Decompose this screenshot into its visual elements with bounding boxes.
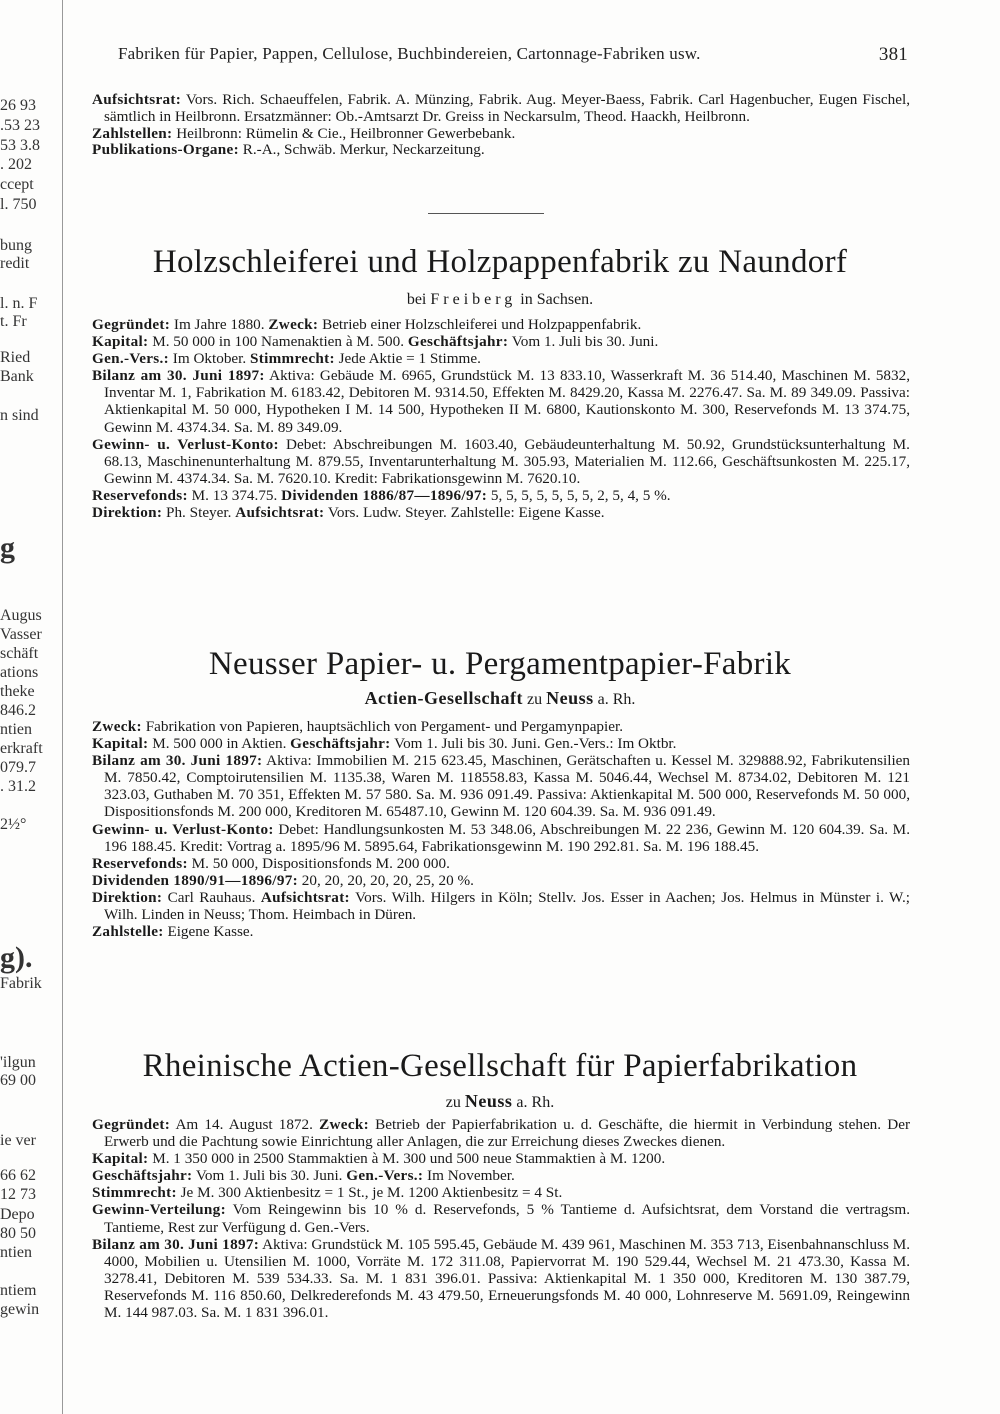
entry-text: M. 50 000, Dispositionsfonds M. 200 000. [191, 854, 450, 872]
entry-text: Betrieb einer Holzschleiferei und Holzpappenfabrik. [322, 316, 642, 333]
entry-label: Geschäftsjahr: [290, 735, 391, 753]
entry-text: Betrieb der Papierfabrikation u. d. Geschäfte, die hiermit in Verbindung stehen. Der Erwerb und die Pachtung sowie Einrichtung aller Anlagen, die zur Erreichung dieses Zweckes dienen. [104, 1116, 911, 1151]
entry-paragraph [92, 889, 910, 923]
section-1-subtitle [90, 291, 910, 309]
entry-paragraph [92, 333, 910, 350]
margin-fragment: Vasser [0, 626, 42, 643]
margin-fragment: t. Fr [0, 313, 27, 330]
margin-fragment: ations [0, 664, 39, 681]
subtitle-prefix: bei [406, 291, 427, 308]
entry-paragraph [92, 718, 910, 735]
entry-text: Ph. Steyer. [166, 504, 236, 522]
entry-text: Aktiva: Grundstück M. 105 595.45, Gebäude M. 439 961, Maschinen M. 353 713, Eisenbahnanschluss M. 4000, Mobilien u. Utensilien M. 1000, Vorräte M. 172 311.08, Papiervorrat M. 190 529.44, Wechsel M. 21 473.30, Kassa M. 3278.41, Debitoren M. 539 534.33. Sa. M. 1 831 396.01. Passiva: Aktienkapital M. 1 350 000, Kreditoren M. 130 387.79, Reservefonds M. 116 850.60, Delkrederefonds M. 43 479.50, Erneuerungsfonds M. 40 000, Lohnreserve M. 5691.09, Reingewinn M. 144 987.03. Sa. M. 1 831 396.01. [104, 1235, 911, 1322]
entry-label: Bilanz am 30. Juni 1897: [92, 752, 263, 770]
entry-text: Eigene Kasse. [167, 923, 254, 941]
section-divider [428, 213, 544, 214]
page-number: 381 [878, 44, 908, 65]
entry-label: Stimmrecht: [249, 350, 335, 368]
section-1-title: Holzschleiferei und Holzpappenfabrik zu Naundorf [152, 244, 848, 280]
subtitle-company: Actien-Gesellschaft [364, 688, 524, 708]
entry-text: M. 13 374.75. [191, 486, 282, 504]
subtitle-place: Freiberg [430, 291, 517, 308]
entry-paragraph [92, 350, 910, 367]
margin-fragment: schäft [0, 645, 39, 662]
entry-text: Vom 1. Juli bis 30. Juni. Gen.-Vers.: Im Oktbr. [394, 735, 677, 753]
section-2-subtitle [90, 688, 910, 709]
entry-label: Dividenden 1886/87—1896/97: [281, 486, 488, 504]
entry-text: Je M. 300 Aktienbesitz = 1 St., je M. 1200 Aktienbesitz = 4 St. [180, 1184, 563, 1202]
entry-label: Direktion: [92, 888, 163, 906]
margin-fragment: . 31.2 [0, 778, 36, 795]
entry-text: Im Oktober. [172, 350, 250, 368]
margin-fragment: Bank [0, 368, 34, 385]
entry-text: Aktiva: Gebäude M. 6965, Grundstück M. 13 833.10, Wasserkraft M. 36 514.40, Maschinen M. 5832, Inventar M. 1, Fabrikation M. 6183.42, Debitoren M. 9314.50, Effekten M. 8429.20, Kassa M. 2276.47. Sa. M. 89 349.09. Passiva: Aktienkapital M. 50 000, Hypotheken I M. 14 500, Hypotheken II M. 6800, Kautionskonto M. 300, Reservefonds M. 13 374.75, Gewinn M. 4374.34. Sa. M. 89 349.09. [104, 367, 911, 436]
entry-text: Vom Reingewinn bis 10 % d. Reservefonds, 5 % Tantieme d. Aufsichtsrat, dem Vorstand die vertragsm. Tantieme, Rest zur Verfügung d. Gen.-Vers. [104, 1201, 910, 1236]
subtitle-suffix: a. Rh. [516, 1094, 555, 1111]
entry-label: Zweck: [319, 1116, 369, 1133]
margin-fragment: theke [0, 683, 35, 700]
entry-text: Debet: Abschreibungen M. 1603.40, Gebäudeunterhaltung M. 50.92, Grundstücksunterhaltung M. 68.13, Maschinenunterhaltung M. 879.55, Inventarunterhaltung M. 305.93, Materialien M. 112.66, Geschäftsunkosten M. 225.17, Gewinn M. 4374.34. Sa. M. 7620.10. Kredit: Fabrikationsgewinn M. 7620.10. [104, 435, 910, 487]
entry-text: Vors. Wilh. Hilgers in Köln; Stellv. Jos. Esser in Aachen; Jos. Helmus in Münster i. W.; Wilh. Linden in Neuss; Thom. Heimbach in Düren. [104, 888, 911, 924]
margin-fragment: ie ver [0, 1132, 36, 1149]
margin-fragment: ntien [0, 1244, 32, 1261]
subtitle-suffix: in Sachsen. [520, 291, 594, 308]
entry-label: Gen.-Vers.: [346, 1167, 424, 1185]
entry-label: Publikations-Organe: [92, 141, 239, 159]
entry-text: Vom 1. Juli bis 30. Juni. [195, 1167, 347, 1185]
margin-fragment: .53 23 [0, 117, 40, 134]
entry-label: Gegründet: [92, 316, 171, 333]
entry-label: Reservefonds: [92, 854, 188, 872]
margin-fragment: erkraft [0, 740, 43, 757]
margin-fragment: g). [0, 941, 33, 974]
margin-fragment: . 202 [0, 156, 32, 173]
entry-paragraph [92, 126, 910, 143]
entry-text: Debet: Handlungsunkosten M. 53 348.06, Abschreibungen M. 22 236, Gewinn M. 120 604.39. Sa. M. 196 188.45. Kredit: Vortrag a. 1895/96 M. 5895.64, Fabrikationsgewinn M. 190 292.81. Sa. M. 196 188.45. [104, 820, 910, 855]
entry-text: Fabrikation von Papieren, hauptsächlich von Pergament- und Pergamynpapier. [145, 718, 624, 735]
entry-paragraph [92, 1116, 910, 1150]
running-title: Fabriken für Papier, Pappen, Cellulose, Buchbindereien, Cartonnage-Fabriken usw. [118, 44, 701, 63]
section-3-body [92, 1116, 910, 1321]
entry-paragraph [92, 752, 910, 820]
entry-paragraph [92, 487, 910, 504]
entry-label: Zahlstelle: [92, 923, 164, 941]
margin-fragment: bung [0, 237, 32, 254]
entry-label: Gegründet: [92, 1116, 171, 1133]
entry-label: Kapital: [92, 333, 149, 351]
margin-fragment: redit [0, 255, 30, 272]
entry-paragraph [92, 436, 910, 487]
margin-fragment: ntiem [0, 1282, 37, 1299]
entry-text: M. 500 000 in Aktien. [152, 735, 291, 753]
adjacent-page-margin [0, 0, 63, 1414]
subtitle-place: Neuss [464, 1091, 513, 1111]
entry-text: Carl Rauhaus. [167, 888, 261, 906]
subtitle-zu: zu [445, 1094, 461, 1111]
entry-label: Zweck: [92, 718, 142, 735]
entry-text: Im Jahre 1880. [173, 316, 269, 333]
entry-text: Vors. Ludw. Steyer. Zahlstelle: Eigene Kasse. [327, 504, 605, 522]
entry-label: Direktion: [92, 504, 163, 522]
margin-fragment: Fabrik [0, 975, 42, 992]
entry-text: Vom 1. Juli bis 30. Juni. [511, 333, 659, 351]
margin-fragment: n sind [0, 407, 39, 424]
entry-text: M. 50 000 in 100 Namenaktien à M. 500. [152, 333, 408, 351]
entry-text: R.-A., Schwäb. Merkur, Neckarzeitung. [242, 141, 485, 159]
margin-fragment: 846.2 [0, 702, 36, 719]
margin-fragment: 12 73 [0, 1186, 36, 1203]
margin-fragment: g [0, 531, 15, 564]
entry-label: Aufsichtsrat: [235, 504, 325, 522]
entry-paragraph [92, 855, 910, 872]
margin-fragment: Augus [0, 607, 42, 624]
margin-fragment: ccept [0, 176, 34, 193]
entry-paragraph [92, 821, 910, 855]
margin-fragment: 079.7 [0, 759, 36, 776]
section-2-title: Neusser Papier- u. Pergamentpapier-Fabrik [208, 646, 792, 682]
entry-text: 20, 20, 20, 20, 20, 25, 20 %. [301, 871, 474, 889]
entry-paragraph [92, 92, 910, 126]
entry-text: Im November. [427, 1167, 515, 1185]
entry-paragraph [92, 504, 910, 521]
entry-label: Gewinn- u. Verlust-Konto: [92, 435, 279, 453]
entry-label: Gewinn-Verteilung: [92, 1201, 226, 1219]
entry-label: Aufsichtsrat: [260, 888, 350, 906]
entry-paragraph [92, 923, 910, 940]
margin-fragment: Depo [0, 1206, 35, 1223]
entry-text: Heilbronn: Rümelin & Cie., Heilbronner Gewerbebank. [176, 124, 516, 142]
section-1-body [92, 316, 910, 521]
entry-text: Am 14. August 1872. [175, 1116, 320, 1133]
margin-fragment: ntien [0, 721, 32, 738]
margin-fragment: l. 750 [0, 196, 37, 213]
section-3-subtitle [90, 1091, 910, 1112]
margin-fragment: Ried [0, 349, 31, 366]
entry-text: 5, 5, 5, 5, 5, 5, 5, 2, 5, 4, 5 %. [490, 486, 671, 504]
margin-fragment: 66 62 [0, 1167, 36, 1184]
entry-label: Stimmrecht: [92, 1184, 177, 1202]
subtitle-suffix: a. Rh. [597, 691, 636, 708]
margin-fragment: 26 93 [0, 97, 36, 114]
entry-text: M. 1 350 000 in 2500 Stammaktien à M. 300 und 500 neue Stammaktien à M. 1200. [152, 1150, 666, 1168]
entry-paragraph [92, 142, 910, 159]
entry-label: Zahlstellen: [92, 124, 173, 142]
margin-fragment: 53 3.8 [0, 137, 40, 154]
entry-label: Gen.-Vers.: [92, 350, 169, 368]
entry-paragraph [92, 735, 910, 752]
entry-label: Dividenden 1890/91—1896/97: [92, 871, 298, 889]
entry-paragraph [92, 1184, 910, 1201]
subtitle-zu: zu [527, 691, 543, 708]
entry-label: Reservefonds: [92, 486, 188, 504]
entry-paragraph [92, 367, 910, 435]
entry-label: Zweck: [268, 316, 319, 333]
entry-paragraph [92, 1167, 910, 1184]
entry-paragraph [92, 1150, 910, 1167]
running-header [118, 44, 908, 64]
entry-label: Geschäftsjahr: [407, 333, 509, 351]
entry-paragraph [92, 1201, 910, 1235]
section-3-title: Rheinische Actien-Gesellschaft für Papierfabrikation [142, 1048, 858, 1084]
margin-fragment: 2½° [0, 816, 27, 833]
entry-label: Bilanz am 30. Juni 1897: [92, 1235, 260, 1253]
section-2-body [92, 718, 910, 940]
margin-fragment: 69 00 [0, 1072, 36, 1089]
margin-fragment: l. n. F [0, 295, 38, 312]
entry-label: Aufsichtsrat: [92, 91, 182, 108]
margin-fragment: gewin [0, 1301, 40, 1318]
margin-fragment: 'ilgun [0, 1054, 36, 1071]
entry-label: Kapital: [92, 735, 149, 753]
entry-text: Vors. Rich. Schaeuffelen, Fabrik. A. Münzing, Fabrik. Aug. Meyer-Baess, Fabrik. Carl Hagenbucher, Eugen Fischel, sämtlich in Heilbronn. Ersatzmänner: Ob.-Amtsarzt Dr. Greiss in Neckarsulm, Theod. Haackh, Heilbronn. [104, 91, 910, 125]
entry-label: Bilanz am 30. Juni 1897: [92, 367, 265, 385]
entry-paragraph [92, 872, 910, 889]
subtitle-place: Neuss [546, 688, 594, 708]
margin-fragment: 80 50 [0, 1225, 36, 1242]
entry-label: Geschäftsjahr: [92, 1167, 193, 1185]
entry-paragraph [92, 316, 910, 333]
entry-text: Aktiva: Immobilien M. 215 623.45, Maschinen, Gerätschaften u. Kessel M. 329888.92, Fabrikutensilien M. 7850.42, Comptoirutensilien M. 1135.38, Waren M. 118558.83, Kassa M. 5046.44, Wechsel M. 8734.02, Debitoren M. 121 323.03, Guthaben M. 70 351, Effekten M. 57 580. Sa. M. 936 091.49. Passiva: Aktienkapital M. 500 000, Reservefonds M. 50 000, Dispositionsfonds M. 200 000, Kreditoren M. 65487.10, Gewinn M. 120 604.39. Sa. M. 936 091.49. [104, 752, 910, 821]
entry-label: Gewinn- u. Verlust-Konto: [92, 820, 274, 838]
entry-text: Jede Aktie = 1 Stimme. [338, 350, 481, 368]
entry-label: Kapital: [92, 1150, 149, 1168]
entry-paragraph [92, 1236, 910, 1321]
top-section [92, 92, 910, 159]
